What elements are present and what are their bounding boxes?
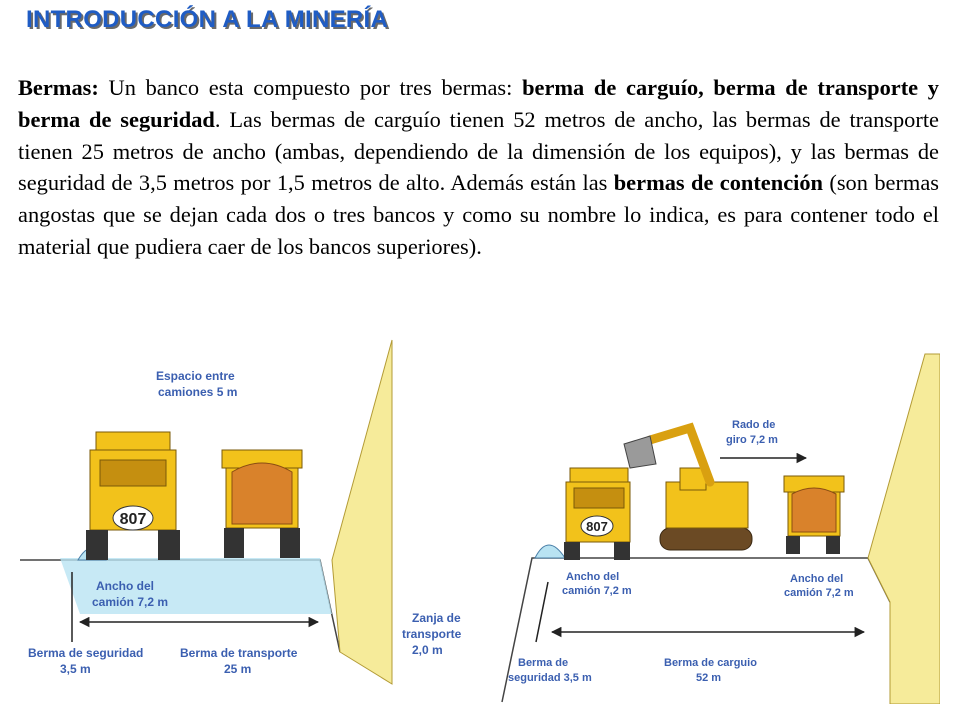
label-ancho-2: camión 7,2 m bbox=[92, 595, 169, 609]
rock-wall bbox=[332, 340, 392, 684]
label-zanja-1: Zanja de bbox=[412, 611, 461, 625]
label-zanja-3: 2,0 m bbox=[412, 643, 443, 657]
bold-term-contencion: bermas de contención bbox=[613, 170, 824, 196]
label-seguridad-r-1: Berma de bbox=[518, 657, 569, 669]
truck-number-right: 807 bbox=[586, 519, 608, 534]
haul-truck-right-loaded bbox=[784, 476, 844, 554]
label-transporte-1: Berma de transporte bbox=[180, 646, 298, 660]
bold-term-bermas: berma de carguío, berma de transporte y berma de seguridad bbox=[18, 75, 940, 132]
label-carguio-1: Berma de carguio bbox=[664, 657, 757, 669]
truck-number: 807 bbox=[119, 511, 147, 528]
seguridad-dim-line-right bbox=[536, 582, 548, 642]
label-seguridad-r-2: seguridad 3,5 m bbox=[508, 672, 592, 684]
haul-truck-807-right bbox=[564, 468, 630, 560]
haul-truck-rear-loaded bbox=[222, 450, 302, 558]
paragraph-text-2: . Las bermas de carguío tienen 52 metros de ancho, las bermas de transporte tienen 25 metros de ancho (ambas, dependiendo de la dimensión de los equipos), y las bermas de seguridad de 3,5 metros por 1,5 metros de alto. Además están las bbox=[18, 106, 939, 196]
paragraph-text-1: Un banco esta compuesto por tres bermas: bbox=[98, 75, 523, 100]
label-radio-1: Rado de bbox=[732, 419, 776, 431]
label-ancho-r2-1: Ancho del bbox=[790, 573, 844, 585]
haul-truck-front-807 bbox=[86, 432, 180, 560]
page-title: INTRODUCCIÓN A LA MINERÍA bbox=[26, 6, 389, 33]
label-seguridad-1: Berma de seguridad bbox=[28, 646, 144, 660]
label-espacio-2: camiones 5 m bbox=[158, 385, 238, 399]
label-zanja-2: transporte bbox=[402, 627, 462, 641]
label-carguio-2: 52 m bbox=[696, 672, 722, 684]
safety-berm-mound-right bbox=[535, 545, 565, 558]
left-diagram-transport-berm bbox=[20, 340, 462, 684]
rock-wall-right bbox=[868, 354, 940, 704]
label-seguridad-2: 3,5 m bbox=[60, 662, 91, 676]
label-transporte-2: 25 m bbox=[224, 662, 252, 676]
paragraph-text-3: (son bermas angostas que se dejan cada dos o tres bancos y como su nombre lo indica, es para contener todo el material que pudiera caer de los bancos superiores). bbox=[18, 170, 939, 259]
label-ancho-1: Ancho del bbox=[96, 579, 155, 593]
label-ancho-r1-1: Ancho del bbox=[566, 571, 620, 583]
label-radio-2: giro 7,2 m bbox=[726, 434, 778, 446]
label-espacio-1: Espacio entre bbox=[156, 369, 235, 383]
lead-term: Bermas: bbox=[18, 75, 99, 100]
label-ancho-r1-2: camión 7,2 m bbox=[562, 585, 632, 597]
excavator bbox=[624, 428, 752, 550]
berm-diagram-figure bbox=[20, 332, 940, 704]
berma-paragraph bbox=[18, 72, 939, 263]
right-diagram-loading-berm bbox=[502, 354, 940, 704]
label-ancho-r2-2: camión 7,2 m bbox=[784, 587, 854, 599]
